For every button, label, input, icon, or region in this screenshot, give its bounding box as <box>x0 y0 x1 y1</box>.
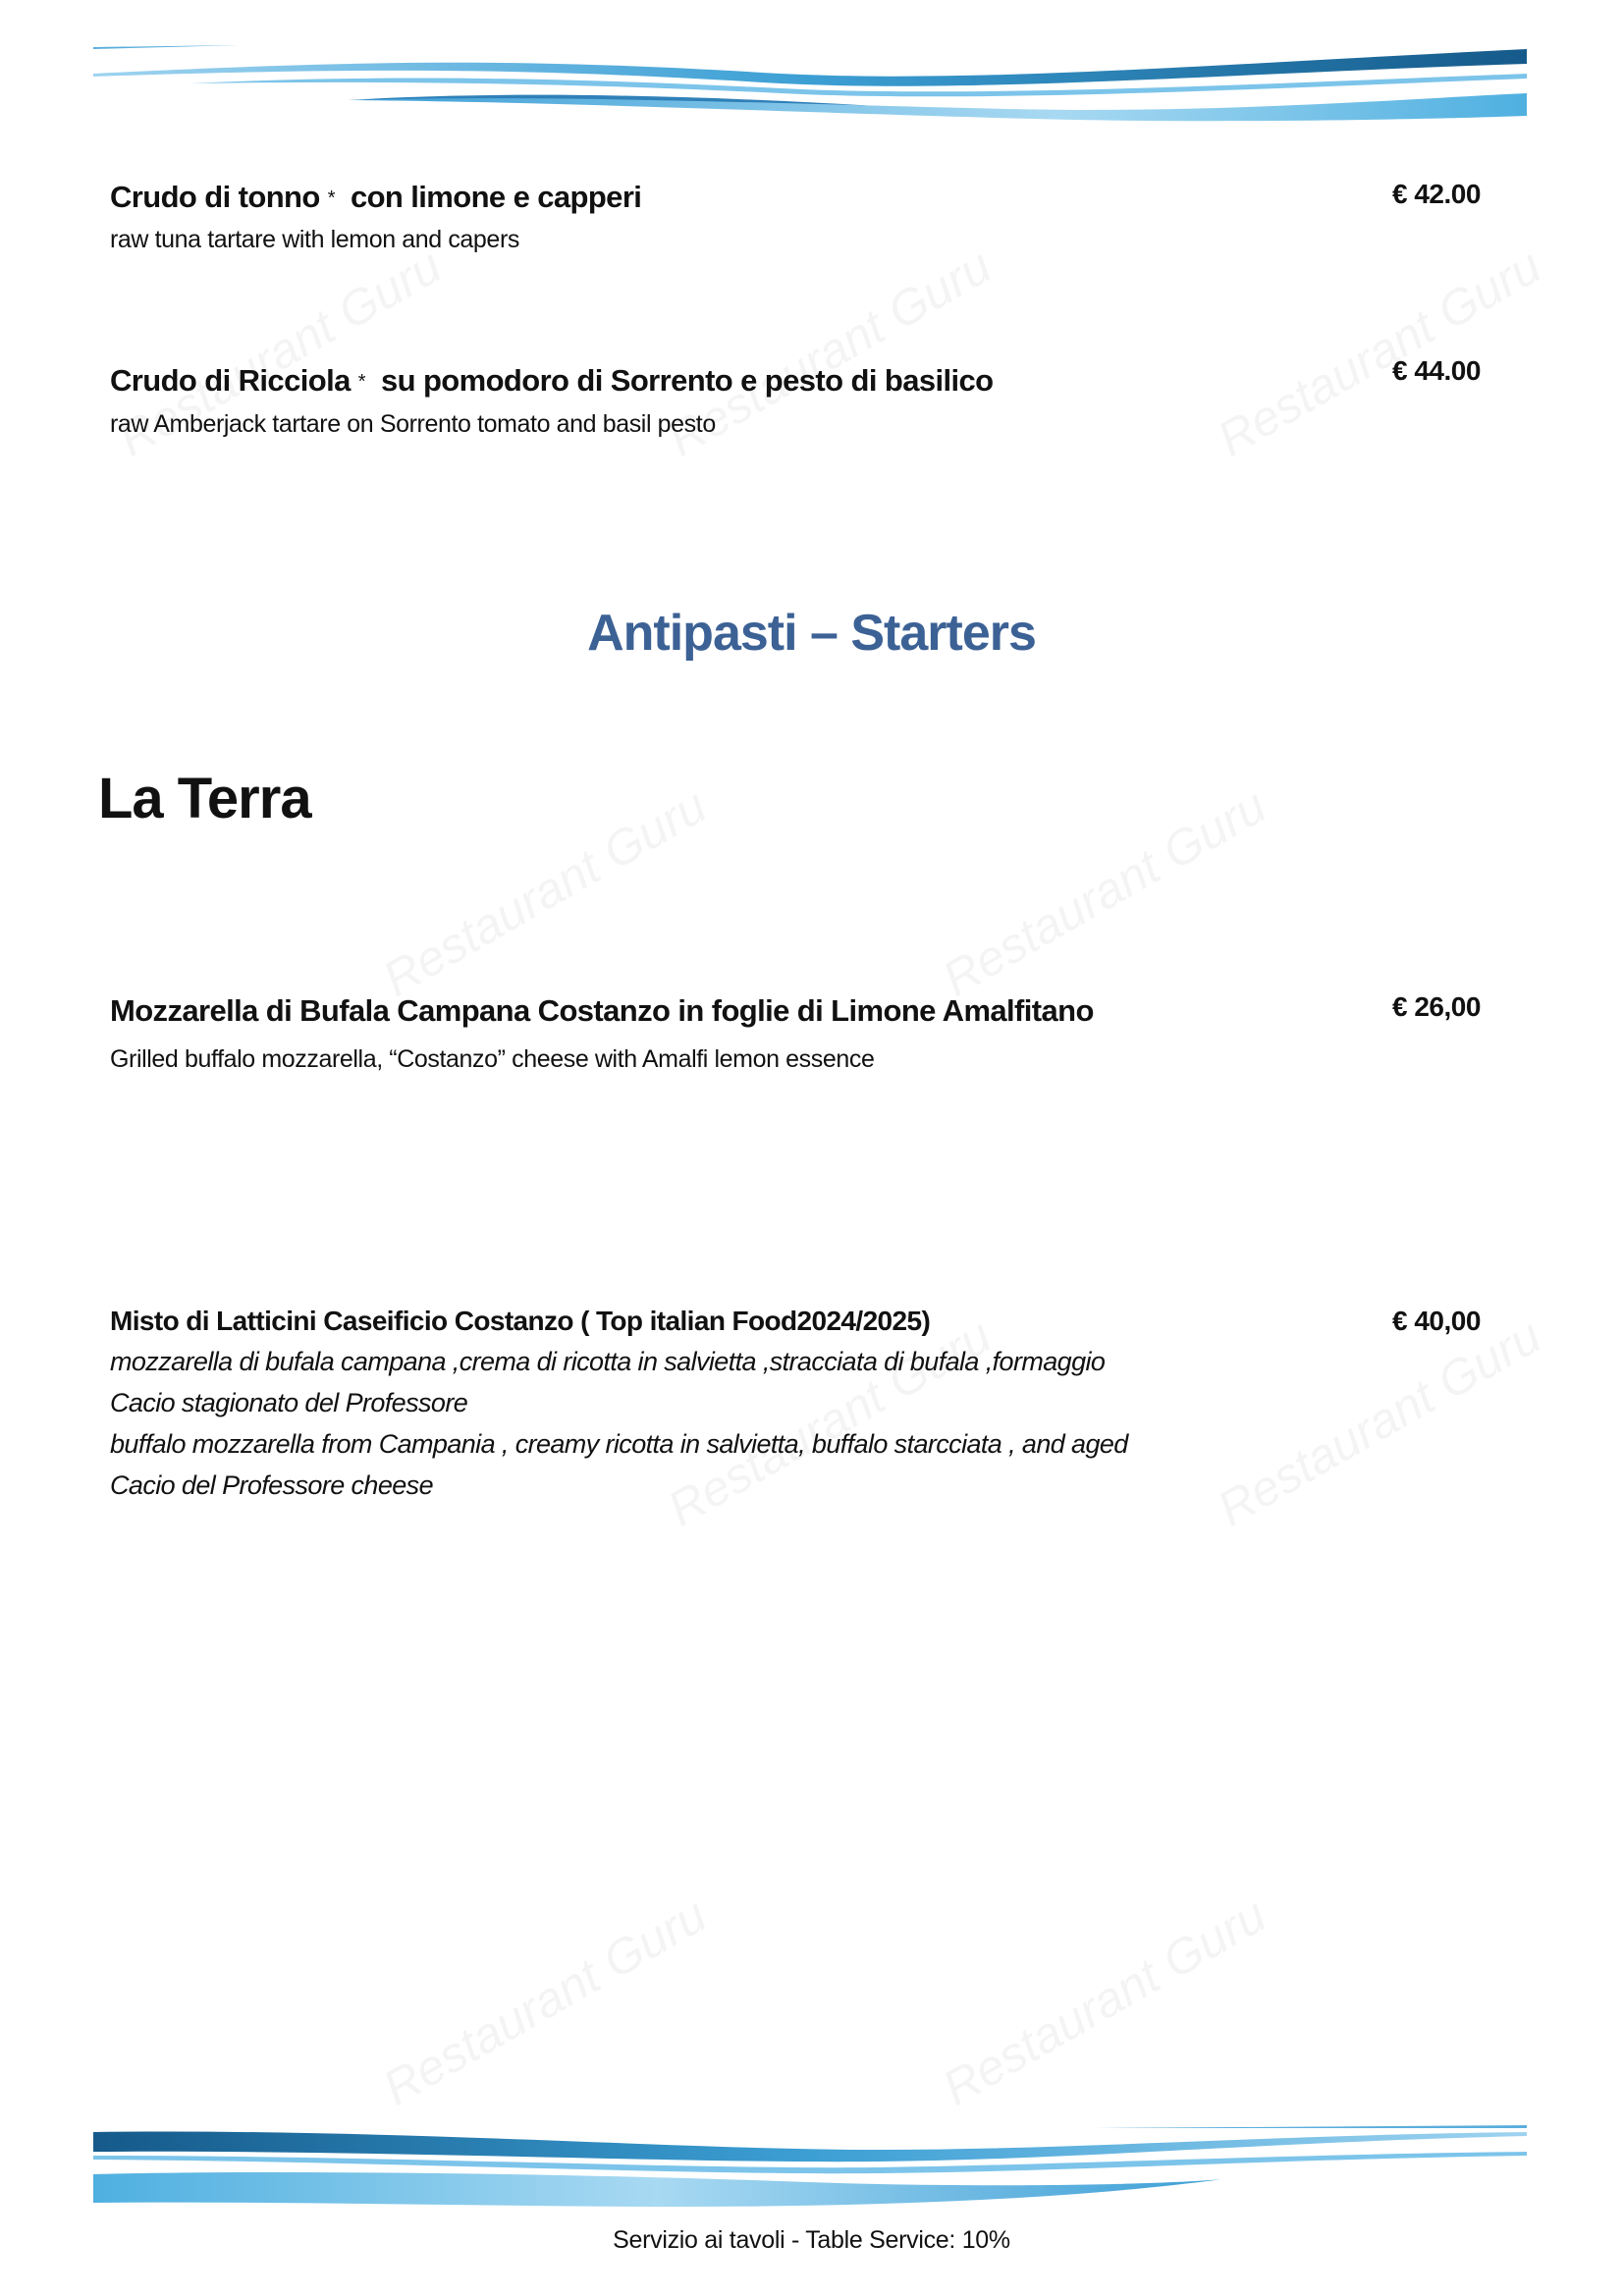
item-title: Mozzarella di Bufala Campana Costanzo in foglie di Limone Amalfitano <box>110 993 1094 1028</box>
item-description: Grilled buffalo mozzarella, “Costanzo” cheese with Amalfi lemon essence <box>110 1045 875 1073</box>
item-name: Crudo di tonno <box>110 180 320 214</box>
item-name-rest: con limone e capperi <box>350 180 642 214</box>
footer-service-charge: Servizio ai tavoli - Table Service: 10% <box>613 2226 1010 2254</box>
top-wave-decoration <box>93 39 1527 128</box>
bottom-wave-decoration <box>93 2120 1527 2214</box>
subsection-title: La Terra <box>98 767 311 830</box>
watermark <box>373 1886 716 2116</box>
watermark <box>933 1886 1275 2116</box>
item-title <box>110 363 994 399</box>
item-description: raw tuna tartare with lemon and capers <box>110 226 519 253</box>
watermark <box>658 1307 1001 1537</box>
watermark <box>373 776 716 1007</box>
item-price: € 40,00 <box>1392 1306 1481 1336</box>
item-title <box>110 180 641 215</box>
item-price: € 44.00 <box>1392 355 1481 386</box>
item-description-line: mozzarella di bufala campana ,crema di ricotta in salvietta ,stracciata di bufala ,formaggio <box>110 1347 1106 1376</box>
watermark <box>933 776 1275 1007</box>
item-name-rest: su pomodoro di Sorrento e pesto di basilico <box>380 363 994 398</box>
item-description-line: Cacio stagionato del Professore <box>110 1388 468 1417</box>
asterisk: * <box>357 371 365 393</box>
watermark <box>1208 1307 1550 1537</box>
watermark <box>1208 237 1550 467</box>
item-description: raw Amberjack tartare on Sorrento tomato and basil pesto <box>110 410 716 438</box>
item-title: Misto di Latticini Caseificio Costanzo ( Top italian Food2024/2025) <box>110 1306 931 1336</box>
item-description-line: buffalo mozzarella from Campania , creamy ricotta in salvietta, buffalo starcciata , and aged <box>110 1429 1128 1459</box>
item-price: € 26,00 <box>1392 991 1481 1022</box>
asterisk: * <box>327 187 335 209</box>
section-title: Antipasti – Starters <box>587 605 1036 662</box>
item-name: Crudo di Ricciola <box>110 363 351 398</box>
item-description-line: Cacio del Professore cheese <box>110 1470 433 1500</box>
item-price: € 42.00 <box>1392 179 1481 209</box>
